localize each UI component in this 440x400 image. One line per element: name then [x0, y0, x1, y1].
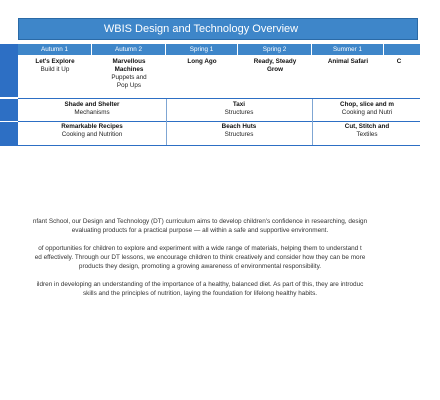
- unit-title: Cut, Stitch and: [344, 123, 390, 130]
- row-label-year-3: [0, 122, 18, 146]
- unit-cell: [166, 58, 238, 66]
- nutrition-paragraph-line: ildren in developing an understanding of the importance of a healthy, balanced diet. As part of this, they are introduc: [36, 281, 364, 288]
- overview-table: [0, 44, 420, 154]
- row-label-year-2: [0, 99, 18, 121]
- unit-cell: [18, 101, 166, 117]
- term-header-autumn-1: Autumn 1: [18, 44, 92, 55]
- unit-focus: Build it Up: [40, 66, 70, 73]
- intro-paragraph-line: evaluating products for a practical purpose — all within a safe and supportive environment.: [71, 227, 329, 234]
- unit-cell: [166, 123, 312, 139]
- unit-cell: [312, 58, 384, 66]
- unit-title: Long Ago: [187, 58, 217, 65]
- unit-cell: [384, 58, 414, 66]
- unit-focus: Textiles: [356, 131, 378, 138]
- page-title: WBIS Design and Technology Overview: [103, 23, 299, 35]
- unit-focus: Cooking and Nutrition: [61, 131, 123, 138]
- unit-focus: Puppets and Pop Ups: [111, 74, 147, 89]
- unit-title: Beach Huts: [221, 123, 257, 130]
- unit-cell: [18, 58, 92, 74]
- materials-paragraph-line: products they design, promoting a growing awareness of environmental responsibility.: [78, 263, 322, 270]
- unit-title: Shade and Shelter: [64, 101, 120, 108]
- unit-title: Let's Explore: [35, 58, 75, 65]
- unit-title: Chop, slice and m: [340, 101, 394, 108]
- term-header-autumn-2: Autumn 2: [92, 44, 166, 55]
- row-divider: [18, 121, 420, 122]
- row-label-header: [0, 44, 18, 55]
- row-divider: [18, 98, 420, 99]
- unit-cell: [312, 101, 422, 117]
- unit-title: Taxi: [232, 101, 246, 108]
- term-header-spring-1: Spring 1: [166, 44, 238, 55]
- row-label-year-1: [0, 55, 18, 97]
- term-header-row: [18, 44, 420, 55]
- title-banner: [18, 18, 418, 40]
- unit-focus: Mechanisms: [74, 109, 110, 116]
- unit-title: Ready, Steady Grow: [253, 58, 297, 73]
- column-divider: [312, 99, 313, 145]
- unit-focus: Structures: [224, 109, 254, 116]
- materials-paragraph-line: of opportunities for children to explore and experiment with a wide range of materials, helping them to understand t: [38, 245, 362, 252]
- term-header-spring-2: Spring 2: [238, 44, 312, 55]
- unit-title: Remarkable Recipes: [61, 123, 123, 130]
- unit-cell: [166, 101, 312, 117]
- unit-title: C: [396, 58, 402, 65]
- unit-title: Marvellous Machines: [112, 58, 146, 73]
- unit-title: Animal Safari: [327, 58, 369, 65]
- intro-paragraph-line: nfant School, our Design and Technology (DT) curriculum aims to develop children's confidence in researching, design: [32, 218, 368, 225]
- unit-cell: [312, 123, 422, 139]
- term-header-summer-1: Summer 1: [312, 44, 384, 55]
- unit-focus: Cooking and Nutri: [341, 109, 393, 116]
- row-divider: [18, 145, 420, 146]
- unit-cell: [238, 58, 312, 74]
- column-divider: [166, 99, 167, 145]
- unit-cell: [92, 58, 166, 90]
- nutrition-paragraph-line: skills and the principles of nutrition, laying the foundation for lifelong healthy habits.: [82, 290, 318, 297]
- unit-focus: Structures: [224, 131, 254, 138]
- unit-cell: [18, 123, 166, 139]
- materials-paragraph-line: ed effectively. Through our DT lessons, we encourage children to think creatively and consider how they can be more: [34, 254, 366, 261]
